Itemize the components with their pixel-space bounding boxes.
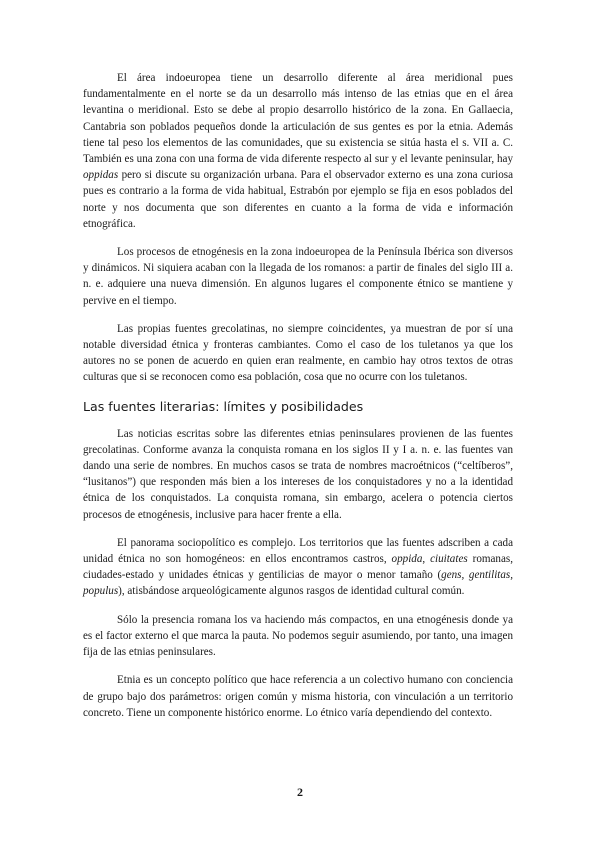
paragraph-7: Etnia es un concepto político que hace referencia a un colectivo humano con conciencia de grupo bajo dos parámetros: origen común y misma historia, con vinculación a un territorio concreto. Tiene un componente histórico enorme. Lo étnico varía dependiendo del contexto. [83, 674, 513, 719]
body-text [83, 70, 513, 733]
paragraph-5: El panorama sociopolítico es complejo. Los territorios que las fuentes adscriben a cada unidad étnica no son homogéneos: en ellos encontramos castros, oppida, ciuitates romanas, ciudades-estado y unidades étnicas y gentilicias de mayor o menor tamaño (gens, gentilitas, populus), atisbándose arqueológicamente algunos rasgos de identidad cultural común. [83, 536, 513, 598]
paragraph-2: Los procesos de etnogénesis en la zona indoeuropea de la Península Ibérica son diversos y dinámicos. Ni siquiera acaban con la llegada de los romanos: a partir de finales del siglo III a. n. e. adquiere una nueva dimensión. En algunos lugares el componente étnico se mantiene y pervive en el tiempo. [83, 246, 513, 307]
italic-term: gens, gentilitas, populus [83, 569, 513, 598]
paragraph-4: Las noticias escritas sobre las diferentes etnias peninsulares provienen de las fuentes grecolatinas. Conforme avanza la conquista romana en los siglos II y I a. n. e. las fuentes van dando una serie de nombres. En muchos casos se trata de nombres macroétnicos (“celtíberos”, “lusitanos”) que responden más bien a los intereses de los conquistadores y no a la identidad étnica de los conquistados. La conquista romana, sin embargo, acelera o potencia ciertos procesos de etnogénesis, inclusive para hacer frente a ella. [83, 427, 513, 521]
section-heading: Las fuentes literarias: límites y posibilidades [83, 398, 364, 414]
paragraph-3: Las propias fuentes grecolatinas, no siempre coincidentes, ya muestran de por sí una notable diversidad étnica y fronteras cambiantes. Como el caso de los tuletanos ya que los autores no se ponen de acuerdo en quien eran realmente, en cambio hay otros textos de otras culturas que si se reconocen como esa población, cosa que no ocurre con los tuletanos. [83, 322, 513, 384]
page-number: 2 [297, 785, 303, 799]
italic-term: oppidas [83, 169, 119, 182]
italic-term: ciuitates [430, 553, 468, 566]
paragraph-6: Sólo la presencia romana los va haciendo más compactos, en una etnogénesis donde ya es el factor externo el que marca la pauta. No podemos seguir asumiendo, por tanto, una imagen fija de las etnias peninsulares. [83, 613, 513, 659]
paragraph-1: El área indoeuropea tiene un desarrollo diferente al área meridional pues fundamentalmente en el norte se da un desarrollo más intenso de las etnias que en el área levantina o meridional. Esto se debe al propio desarrollo histórico de la zona. En Gallaecia, Cantabria son poblados pequeños donde la articulación de sus gentes es por la etnia. Además tiene tal peso los elementos de las comunidades, que su existencia se sitúa hasta el s. VII a. C. También es una zona con una forma de vida diferente respecto al sur y el levante peninsular, hay oppidas pero si discute su organización urbana. Para el observador externo es una zona curiosa pues es contrario a la forma de vida habitual, Estrabón por ejemplo se fija en esos poblados del norte y nos documenta que son diferentes en cuanto a la forma de vida e información etnográfica. [83, 72, 513, 230]
italic-term: oppida [391, 553, 423, 566]
